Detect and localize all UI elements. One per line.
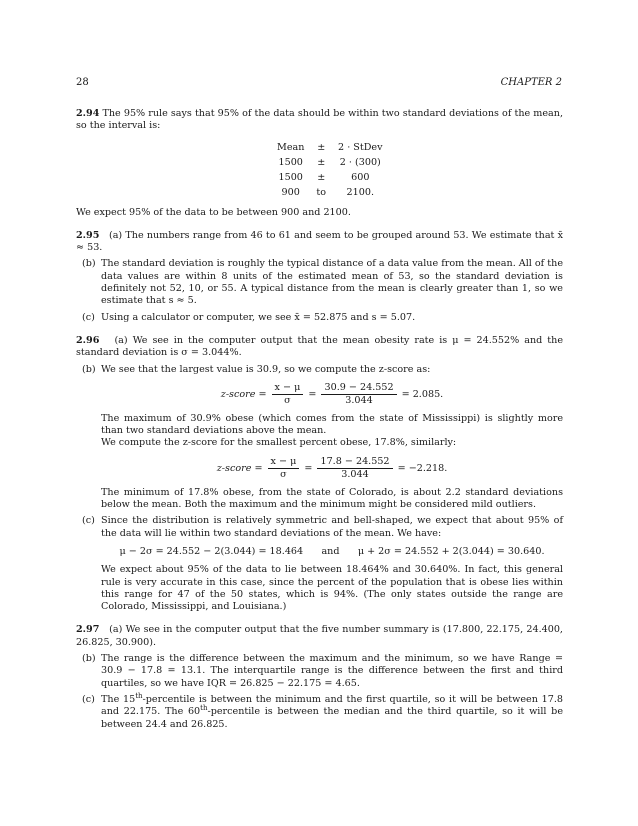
problem-2-97: [76, 624, 563, 730]
table-row: 1500 ± 2 · (300): [278, 156, 381, 168]
problem-label: 2.97: [76, 624, 100, 636]
table-row: 900 to 2100.: [281, 186, 375, 198]
problem-2-96-part-c: (c) Since the distribution is relatively symmetric and bell-shaped, we expect that about 95% of the data will lie within two standard deviations of the mean. We have: μ − 2σ = 24.552 − 2(3.044) = 18.464 and μ + 2σ = 24.552 + 2(3.044) = 30.640. We expect about 95% of the data to lie between 18.464% and 30.640%. In fact, this general rule is very accurate in this case, since the percent of the population that is obese lies within this range for 47 of the 50 states, which is 94%. (The only states outside the range are Colorado, Mississippi, and Louisiana.): [82, 515, 563, 613]
mean-stdev-table: [271, 141, 389, 201]
fraction: $\frac{17.8 - 24.552}{3.044}$: [317, 456, 392, 481]
problem-2-96-part-a: 2.96 (a) We see in the computer output that the mean obesity rate is μ = 24.552% and the standard deviation is σ = 3.044%.: [76, 334, 564, 359]
problem-label: 2.94: [76, 108, 100, 119]
z-score-equation-max: z-score = $\frac{x - \mu}{\sigma}$ = $\frac{30.9 - 24.552}{3.044}$ = 2.085.: [220, 381, 444, 406]
part-label: (b): [82, 363, 96, 375]
problem-2-97-part-a: 2.97 (a) We see in the computer output that the five number summary is (17.800, 22.175, 24.400, 26.825, 30.900).: [76, 624, 563, 648]
problem-2-94: [76, 108, 563, 219]
problem-label: 2.95: [76, 229, 100, 241]
part-label: (b): [82, 258, 96, 270]
page-header: [76, 77, 562, 90]
problem-2-96-part-b: (b) We see that the largest value is 30.9, so we compute the z-score as: z-score = $\frac{x - \mu}{\sigma}$ = $\frac{30.9 - 24.552}{3.044}$ = 2.085. The maximum of 30.9% obese (which comes from the state of Mississippi) is slightly more than two standard deviations above the mean. We compute the z-score for the smallest percent obese, 17.8%, similarly: z-score = $\frac{x - \mu}{\sigma}$ = $\frac{17.8 - 24.552}{3.044}$ = −2.218. The minimum of 17.8% obese, from the state of Colorado, is about 2.2 standard deviations below the mean. Both the maximum and the minimum might be considered mild outliers.: [82, 363, 563, 511]
fraction: $\frac{x - \mu}{\sigma}$: [268, 456, 300, 481]
problem-2-95: [76, 230, 563, 324]
problem-label: 2.96: [76, 334, 100, 346]
z-score-equation-min: z-score = $\frac{x - \mu}{\sigma}$ = $\frac{17.8 - 24.552}{3.044}$ = −2.218.: [216, 455, 448, 480]
table-row: Mean ± 2 · StDev: [277, 141, 383, 153]
problem-2-97-part-c: (c) The 15th-percentile is between the minimum and the first quartile, so it will be between 17.8 and 22.175. The 60th-percentile is between the median and the third quartile, so it will be between 24.4 and 26.825.: [82, 691, 563, 730]
part-label: (b): [82, 653, 96, 665]
part-label: (c): [82, 693, 95, 705]
problem-2-95-part-a: 2.95 (a) The numbers range from 46 to 61 and seem to be grouped around 53. We estimate that x̄ ≈ 53.: [76, 229, 563, 254]
problem-2-94-intro: 2.94 The 95% rule says that 95% of the data should be within two standard deviations of the mean, so the interval is:: [76, 108, 563, 132]
part-label: (c): [82, 311, 95, 323]
two-sigma-interval-equation: μ − 2σ = 24.552 − 2(3.044) = 18.464 and μ + 2σ = 24.552 + 2(3.044) = 30.640.: [119, 545, 545, 557]
page-number: 28: [76, 77, 89, 88]
chapter-title: CHAPTER 2: [500, 77, 562, 88]
problem-2-96: [76, 335, 563, 613]
problem-2-94-conclusion: We expect 95% of the data to be between 900 and 2100.: [76, 206, 351, 218]
problem-2-97-part-b: (b) The range is the difference between the maximum and the minimum, so we have Range = 30.9 − 17.8 = 13.1. The interquartile range is the difference between the first and third quartiles, so we have IQR = 26.825 − 22.175 = 4.65.: [82, 653, 563, 689]
part-label: (c): [82, 515, 95, 527]
table-row: 1500 ± 600: [278, 171, 370, 183]
fraction: $\frac{x - \mu}{\sigma}$: [272, 382, 304, 407]
page-body: [76, 108, 563, 731]
problem-2-95-part-c: (c) Using a calculator or computer, we see x̄ = 52.875 and s = 5.07.: [82, 311, 416, 323]
problem-2-95-part-b: (b) The standard deviation is roughly the typical distance of a data value from the mean. All of the data values are within 8 units of the estimated mean of 53, so the standard deviation is definitely not 52, 10, or 55. A typical distance from the mean is clearly greater than 1, so we estimate that s ≈ 5.: [82, 258, 563, 307]
fraction: $\frac{30.9 - 24.552}{3.044}$: [321, 382, 396, 407]
